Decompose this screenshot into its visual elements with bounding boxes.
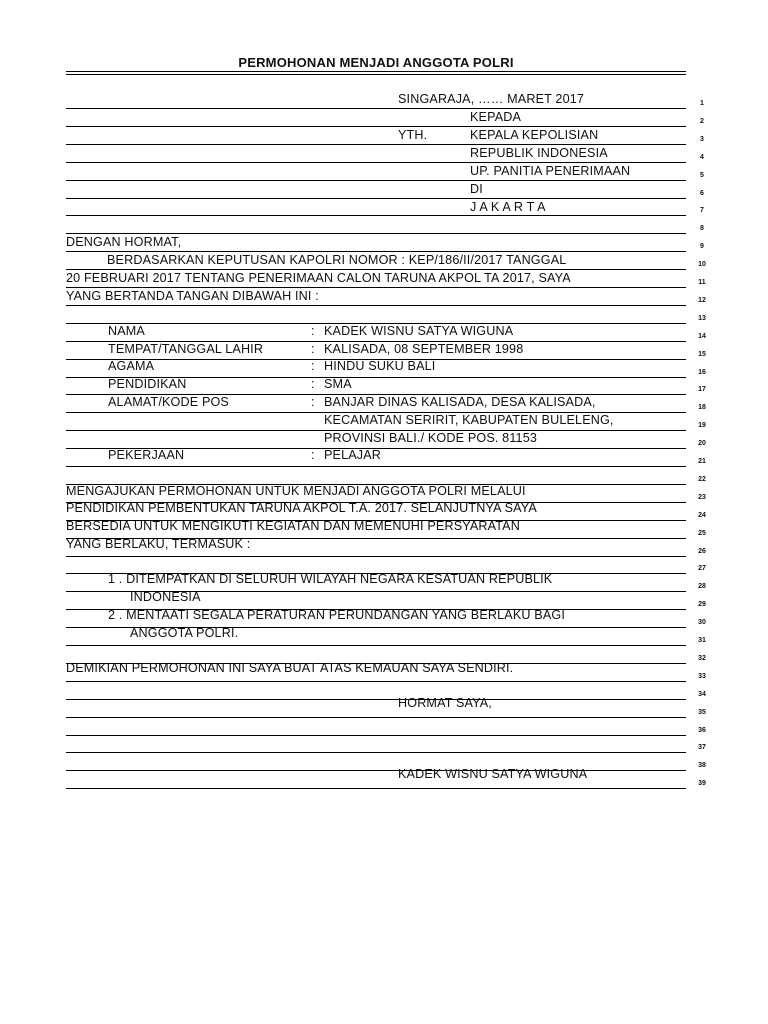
field-separator: : [311,377,315,391]
line-number: 29 [698,601,706,608]
place-date: SINGARAJA, …… MARET 2017 [398,92,585,106]
ruled-line [66,681,686,682]
line-number: 3 [700,136,704,143]
nama-value: KADEK WISNU SATYA WIGUNA [324,324,514,338]
line-number: 37 [698,744,706,751]
alamat-line: PROVINSI BALI./ KODE POS. 81153 [324,431,537,445]
pendidikan-value: SMA [324,377,352,391]
ttl-value: KALISADA, 08 SEPTEMBER 1998 [324,342,524,356]
line-number: 33 [698,673,706,680]
line-number: 9 [700,243,704,250]
ruled-line [66,215,686,216]
title-rule-bottom [66,74,686,75]
line-number: 39 [698,780,706,787]
field-separator: : [311,448,315,462]
line-number: 28 [698,583,706,590]
ruled-line [66,108,686,109]
ruled-line [66,788,686,789]
field-separator: : [311,359,315,373]
request-line: PENDIDIKAN PEMBENTUKAN TARUNA AKPOL T.A. 2017. SELANJUTNYA SAYA [66,501,537,515]
line-number: 38 [698,762,706,769]
line-number: 2 [700,118,704,125]
line-number: 34 [698,691,706,698]
line-number: 35 [698,709,706,716]
line-number: 16 [698,369,706,376]
line-number: 27 [698,565,706,572]
condition-item-2-cont: ANGGOTA POLRI. [130,626,239,640]
opening-line: BERDASARKAN KEPUTUSAN KAPOLRI NOMOR : KEP/186/II/2017 TANGGAL [107,253,567,267]
kepada-label: KEPADA [470,110,522,124]
line-number: 32 [698,655,706,662]
alamat-line: BANJAR DINAS KALISADA, DESA KALISADA, [324,395,596,409]
closing-statement: DEMIKIAN PERMOHONAN INI SAYA BUAT ATAS KEMAUAN SAYA SENDIRI. [66,661,514,675]
ruled-line [66,735,686,736]
ruled-line [66,717,686,718]
pekerjaan-value: PELAJAR [324,448,382,462]
line-number: 5 [700,172,704,179]
alamat-label: ALAMAT/KODE POS [108,395,229,409]
agama-value: HINDU SUKU BALI [324,359,436,373]
alamat-line: KECAMATAN SERIRIT, KABUPATEN BULELENG, [324,413,614,427]
line-number: 12 [698,297,706,304]
line-number: 21 [698,458,706,465]
line-number: 8 [700,225,704,232]
line-number: 30 [698,619,706,626]
addressee-line: J A K A R T A [470,200,546,214]
ruled-line [66,305,686,306]
line-number: 24 [698,512,706,519]
ruled-line [66,198,686,199]
addressee-line: UP. PANITIA PENERIMAAN [470,164,631,178]
line-number: 26 [698,548,706,555]
yth-label: YTH. [398,128,428,142]
title-rule-top [66,71,686,72]
request-line: YANG BERLAKU, TERMASUK : [66,537,251,551]
field-separator: : [311,324,315,338]
condition-item-1-cont: INDONESIA [130,590,201,604]
ruled-line [66,770,686,771]
ruled-line [66,556,686,557]
field-separator: : [311,395,315,409]
signer-name: KADEK WISNU SATYA WIGUNA [398,767,588,781]
regards: HORMAT SAYA, [398,696,492,710]
ruled-line [66,180,686,181]
line-number: 15 [698,351,706,358]
greeting: DENGAN HORMAT, [66,235,182,249]
pekerjaan-label: PEKERJAAN [108,448,185,462]
line-number: 7 [700,207,704,214]
line-number: 6 [700,190,704,197]
line-number: 36 [698,727,706,734]
line-number: 4 [700,154,704,161]
line-number: 22 [698,476,706,483]
line-number: 19 [698,422,706,429]
condition-item-1: 1 . DITEMPATKAN DI SELURUH WILAYAH NEGARA KESATUAN REPUBLIK [108,572,553,586]
condition-item-2: 2 . MENTAATI SEGALA PERATURAN PERUNDANGAN YANG BERLAKU BAGI [108,608,565,622]
ruled-line [66,699,686,700]
line-number: 14 [698,333,706,340]
line-number: 25 [698,530,706,537]
line-number: 20 [698,440,706,447]
ttl-label: TEMPAT/TANGGAL LAHIR [108,342,264,356]
ruled-line [66,645,686,646]
nama-label: NAMA [108,324,145,338]
agama-label: AGAMA [108,359,155,373]
line-number: 11 [698,279,706,286]
addressee-line: DI [470,182,483,196]
opening-line: 20 FEBRUARI 2017 TENTANG PENERIMAAN CALON TARUNA AKPOL TA 2017, SAYA [66,271,571,285]
addressee-line: KEPALA KEPOLISIAN [470,128,599,142]
addressee-line: REPUBLIK INDONESIA [470,146,608,160]
line-number: 31 [698,637,706,644]
page-title: PERMOHONAN MENJADI ANGGOTA POLRI [238,55,514,70]
line-number: 17 [698,386,706,393]
line-number: 18 [698,404,706,411]
request-line: BERSEDIA UNTUK MENGIKUTI KEGIATAN DAN MEMENUHI PERSYARATAN [66,519,520,533]
request-line: MENGAJUKAN PERMOHONAN UNTUK MENJADI ANGGOTA POLRI MELALUI [66,484,526,498]
field-separator: : [311,342,315,356]
opening-line: YANG BERTANDA TANGAN DIBAWAH INI : [66,289,319,303]
line-number: 1 [700,100,704,107]
line-number: 23 [698,494,706,501]
ruled-line [66,466,686,467]
pendidikan-label: PENDIDIKAN [108,377,187,391]
ruled-line [66,752,686,753]
line-number: 13 [698,315,706,322]
line-number: 10 [698,261,706,268]
